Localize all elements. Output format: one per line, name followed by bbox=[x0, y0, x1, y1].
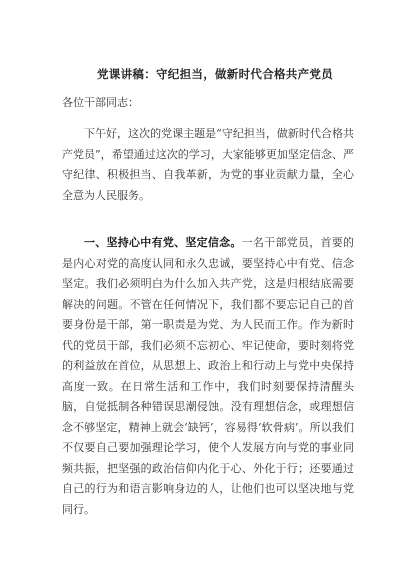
paragraph-intro bbox=[62, 124, 354, 206]
paragraph-text: 一名干部党员，首要的是内心对党的高度认同和永久忠诚，要坚持心中有党、信念坚定。我们必须明白为什么加入共产党，这是归根结底需要解决的问题。不管在任何情况下，我们都不要忘记自己的首要身份是干部，第一职责是为党、为人民而工作。作为新时代的党员干部，我们必须不忘初心、牢记使命，要时刻将党的利益放在首位，从思想上、政治上和行动上与党中央保持高度一致。在日常生活和工作中，我们时刻要保持清醒头脑，自觉抵制各种错误思潮侵蚀。没有理想信念，或理想信念不够坚定，精神上就会‘缺钙’，容易得‘软骨病’。所以我们不仅要自己要加强理论学习，使个人发展方向与党的事业同频共振，把坚强的政治信仰内化于心、外化于行；还要通过自己的行为和语言影响身边的人，让他们也可以坚决地与党同行。 bbox=[62, 236, 355, 516]
paragraph-text: 下午好，这次的党课主题是“守纪担当，做新时代合格共产党员”，希望通过这次的学习，大家能够更加坚定信念、严守纪律、积极担当、自我革新，为党的事业贡献力量，全心全意为人民服务。 bbox=[62, 127, 354, 202]
salutation: 各位干部同志： bbox=[62, 96, 139, 109]
document-title: 党课讲稿：守纪担当，做新时代合格共产党员 bbox=[97, 67, 333, 81]
paragraph-section-1 bbox=[62, 233, 354, 520]
section-heading: 一、坚持心中有党、坚定信念。 bbox=[84, 236, 242, 249]
